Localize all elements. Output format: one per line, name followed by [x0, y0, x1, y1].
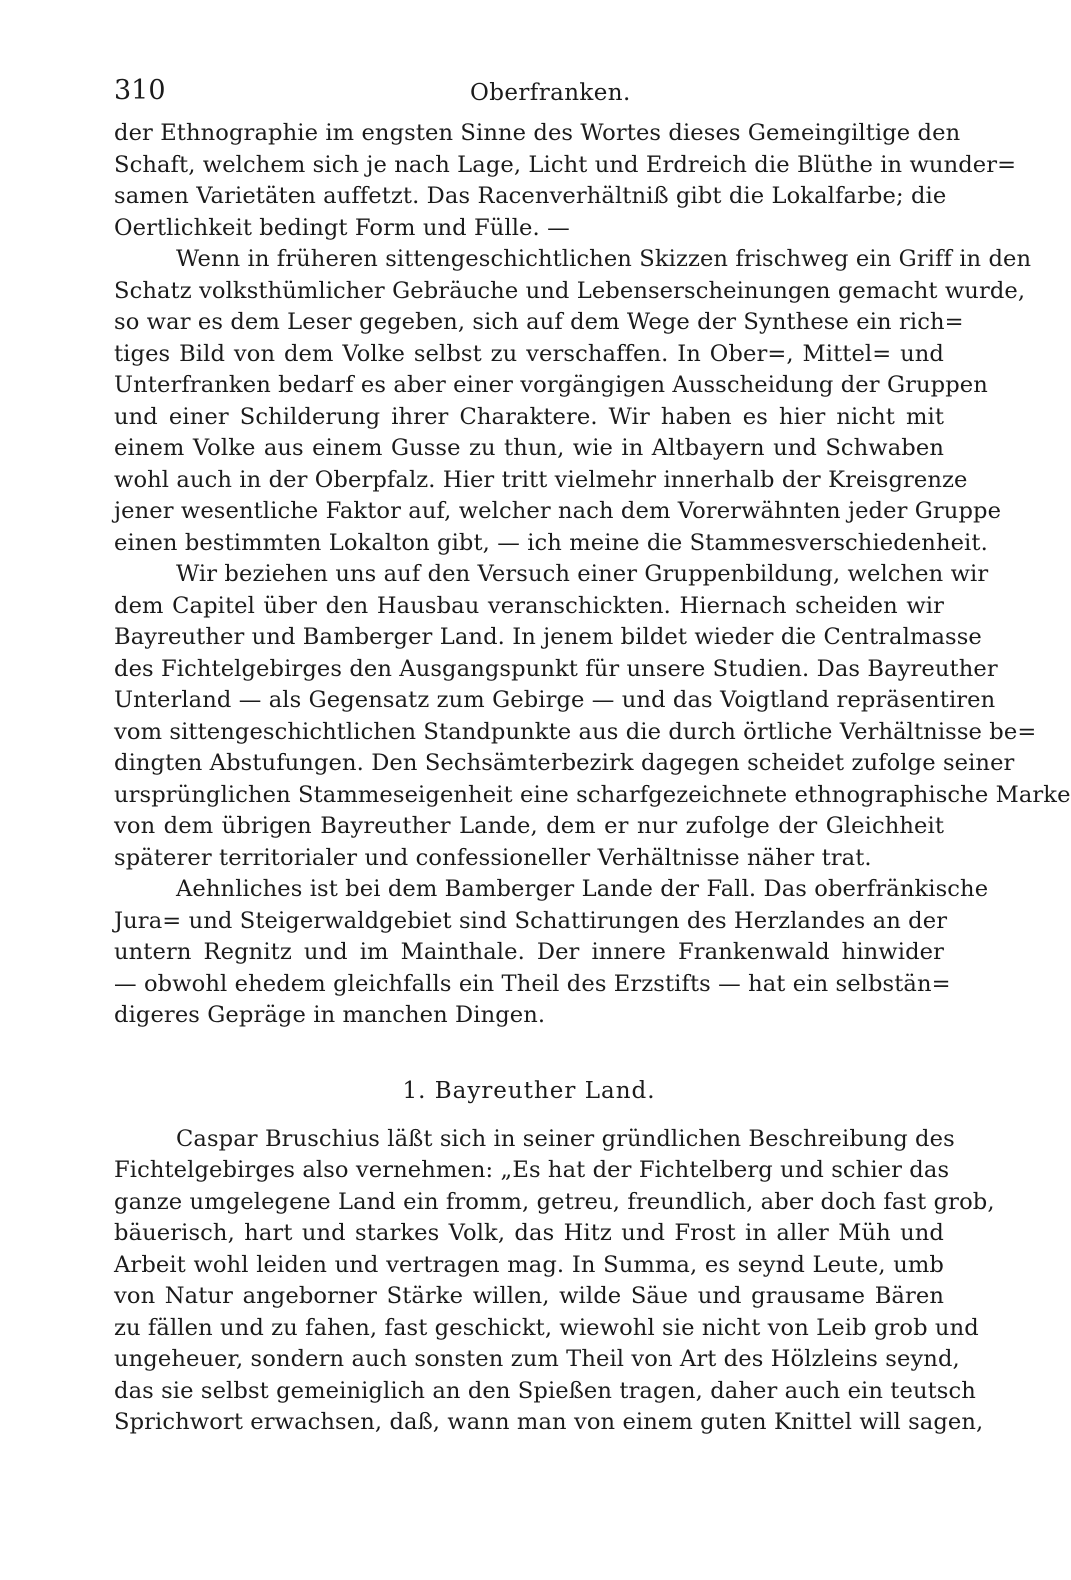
text-line: Aehnliches ist bei dem Bamberger Lande der Fall. Das oberfränkische	[176, 876, 989, 902]
text-line: jener wesentliche Faktor auf, welcher nach dem Vorerwähnten jeder Gruppe	[114, 498, 1002, 524]
text-line: ganze umgelegene Land ein fromm, getreu, freundlich, aber doch fast grob,	[114, 1188, 995, 1215]
text-line: Sprichwort erwachsen, daß, wann man von einem guten Knittel will sagen,	[114, 1409, 984, 1435]
book-page	[114, 70, 1071, 1439]
text-line: Caspar Bruschius läßt sich in seiner gründlichen Beschreibung des	[176, 1125, 955, 1152]
text-line: Jura= und Steigerwaldgebiet sind Schattirungen des Herzlandes an der	[114, 907, 948, 934]
text-line: — obwohl ehedem gleichfalls ein Theil des Erzstifts — hat ein selbstän=	[114, 970, 951, 997]
paragraph-bruschius	[114, 1124, 995, 1439]
section-heading: 1. Bayreuther Land.	[402, 1077, 656, 1104]
text-line: bäuerisch, hart und starkes Volk, das Hitz und Frost in aller Müh und	[114, 1220, 944, 1246]
paragraph-sketches	[114, 244, 1032, 559]
text-line: Bayreuther und Bamberger Land. In jenem bildet wieder die Centralmasse	[114, 624, 982, 650]
text-line: Oertlichkeit bedingt Form und Fülle. —	[114, 214, 570, 241]
text-line: wohl auch in der Oberpfalz. Hier tritt vielmehr innerhalb der Kreisgrenze	[114, 466, 968, 493]
text-line: Schatz volksthümlicher Gebräuche und Lebenserscheinungen gemacht wurde,	[114, 277, 1026, 304]
text-line: digeres Gepräge in manchen Dingen.	[114, 1002, 546, 1028]
paragraph-groups	[114, 559, 1071, 874]
text-line: Arbeit wohl leiden und vertragen mag. In Summa, es seynd Leute, umb	[114, 1251, 944, 1278]
text-line: Schaft, welchem sich je nach Lage, Licht und Erdreich die Blüthe in wunder=	[114, 151, 1017, 178]
text-line: von Natur angeborner Stärke willen, wilde Säue und grausame Bären	[114, 1283, 944, 1309]
text-line: zu fällen und zu fahen, fast geschickt, wiewohl sie nicht von Leib grob und	[114, 1314, 979, 1341]
text-line: dingten Abstufungen. Den Sechsämterbezirk dagegen scheidet zufolge seiner	[114, 750, 1015, 776]
text-line: Unterland — als Gegensatz zum Gebirge — und das Voigtland repräsentiren	[114, 687, 996, 713]
text-line: Wenn in früheren sittengeschichtlichen Skizzen frischweg ein Griff in den	[176, 246, 1032, 272]
text-line: ungeheuer, sondern auch sonsten zum Theil von Art des Hölzleins seynd,	[114, 1346, 960, 1372]
text-line: tiges Bild von dem Volke selbst zu verschaffen. In Ober=, Mittel= und	[114, 340, 944, 367]
text-line: ursprünglichen Stammeseigenheit eine scharfgezeichnete ethnographische Marke	[114, 781, 1071, 808]
text-line: Wir beziehen uns auf den Versuch einer Gruppenbildung, welchen wir	[176, 561, 989, 587]
text-line: Unterfranken bedarf es aber einer vorgängigen Ausscheidung der Gruppen	[114, 372, 988, 398]
text-line: einem Volke aus einem Gusse zu thun, wie in Altbayern und Schwaben	[114, 435, 944, 461]
text-line: samen Varietäten auffetzt. Das Racenverhältniß gibt die Lokalfarbe; die	[114, 183, 947, 209]
text-line: einen bestimmten Lokalton gibt, — ich meine die Stammesverschiedenheit.	[114, 529, 988, 556]
paragraph-continuation	[114, 118, 1017, 244]
running-head: Oberfranken.	[470, 80, 631, 106]
page-header	[114, 70, 944, 118]
text-line: dem Capitel über den Hausbau veranschickten. Hiernach scheiden wir	[114, 592, 944, 619]
text-line: das sie selbst gemeiniglich an den Spießen tragen, daher auch ein teutsch	[114, 1377, 976, 1404]
text-line: vom sittengeschichtlichen Standpunkte aus die durch örtliche Verhältnisse be=	[114, 718, 1037, 745]
text-line: späterer territorialer und confessioneller Verhältnisse näher trat.	[114, 844, 872, 871]
text-line: und einer Schilderung ihrer Charaktere. Wir haben es hier nicht mit	[114, 403, 944, 430]
text-line: der Ethnographie im engsten Sinne des Wortes dieses Gemeingiltige den	[114, 120, 961, 146]
text-line: untern Regnitz und im Mainthale. Der innere Frankenwald hinwider	[114, 939, 944, 965]
text-line: so war es dem Leser gegeben, sich auf dem Wege der Synthese ein rich=	[114, 309, 964, 335]
text-line: von dem übrigen Bayreuther Lande, dem er nur zufolge der Gleichheit	[114, 813, 944, 839]
page-number: 310	[114, 75, 166, 106]
paragraph-bamberg	[114, 874, 989, 1032]
text-line: des Fichtelgebirges den Ausgangspunkt für unsere Studien. Das Bayreuther	[114, 655, 998, 682]
text-line: Fichtelgebirges also vernehmen: „Es hat der Fichtelberg und schier das	[114, 1157, 950, 1183]
